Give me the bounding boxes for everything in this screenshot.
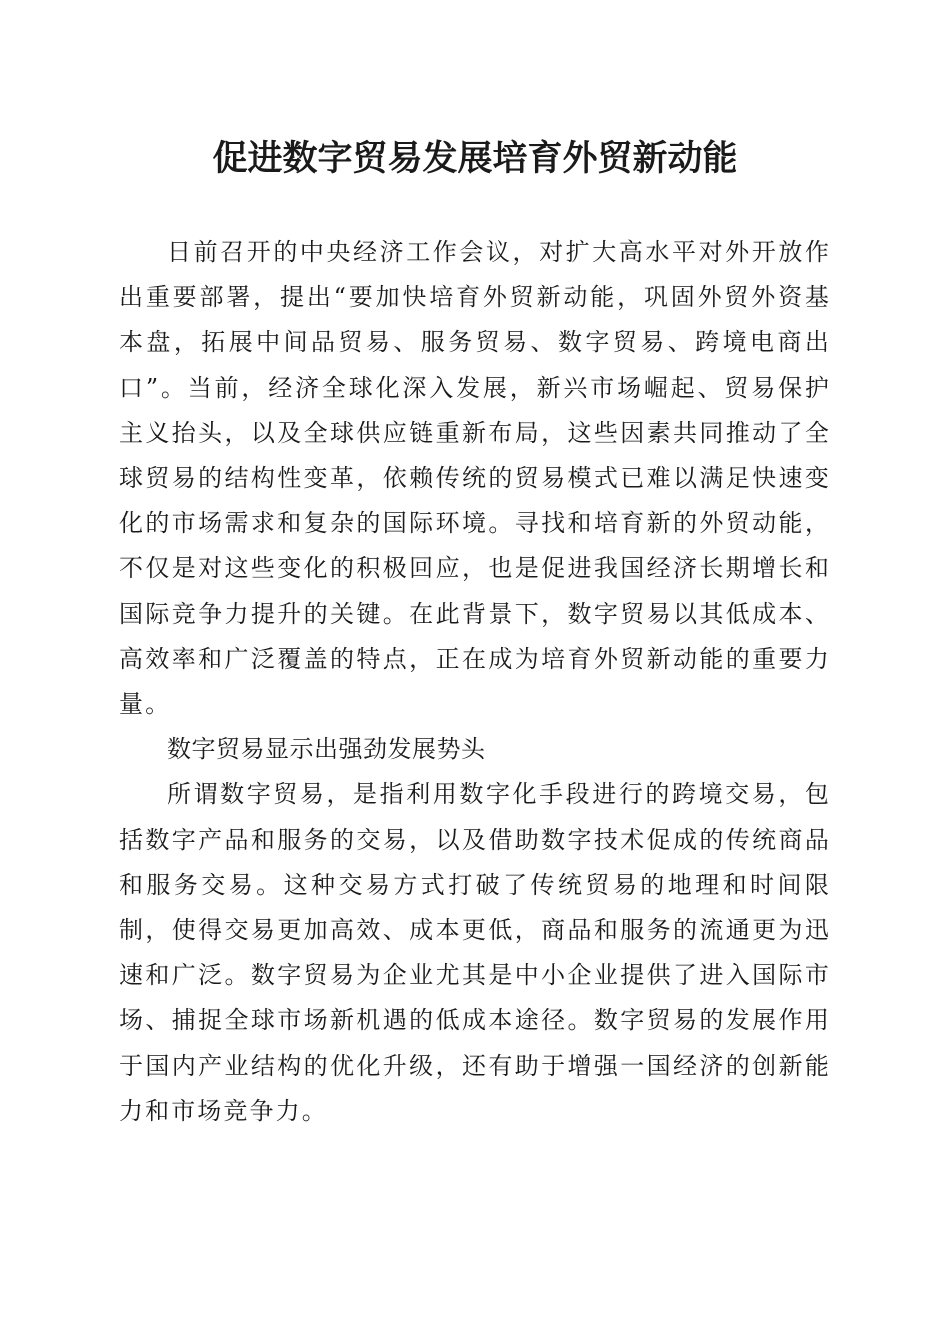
paragraph-definition: 所谓数字贸易，是指利用数字化手段进行的跨境交易，包括数字产品和服务的交易，以及借助数字技术促成的传统商品和服务交易。这种交易方式打破了传统贸易的地理和时间限制，使得交易更加高效、成本更低，商品和服务的流通更为迅速和广泛。数字贸易为企业尤其是中小企业提供了进入国际市场、捕捉全球市场新机遇的低成本途径。数字贸易的发展作用于国内产业结构的优化升级，还有助于增强一国经济的创新能力和市场竞争力。 — [119, 780, 831, 1125]
section-heading: 数字贸易显示出强劲发展势头 — [167, 735, 486, 764]
paragraph-intro: 日前召开的中央经济工作会议，对扩大高水平对外开放作出重要部署，提出“要加快培育外贸新动能，巩固外贸外资基本盘，拓展中间品贸易、服务贸易、数字贸易、跨境电商出口”。当前，经济全球化深入发展，新兴市场崛起、贸易保护主义抬头，以及全球供应链重新布局，这些因素共同推动了全球贸易的结构性变革，依赖传统的贸易模式已难以满足快速变化的市场需求和复杂的国际环境。寻找和培育新的外贸动能，不仅是对这些变化的积极回应，也是促进我国经济长期增长和国际竞争力提升的关键。在此背景下，数字贸易以其低成本、高效率和广泛覆盖的特点，正在成为培育外贸新动能的重要力量。 — [119, 238, 831, 719]
document-title: 促进数字贸易发展培育外贸新动能 — [212, 138, 738, 179]
document-body — [119, 230, 831, 1134]
